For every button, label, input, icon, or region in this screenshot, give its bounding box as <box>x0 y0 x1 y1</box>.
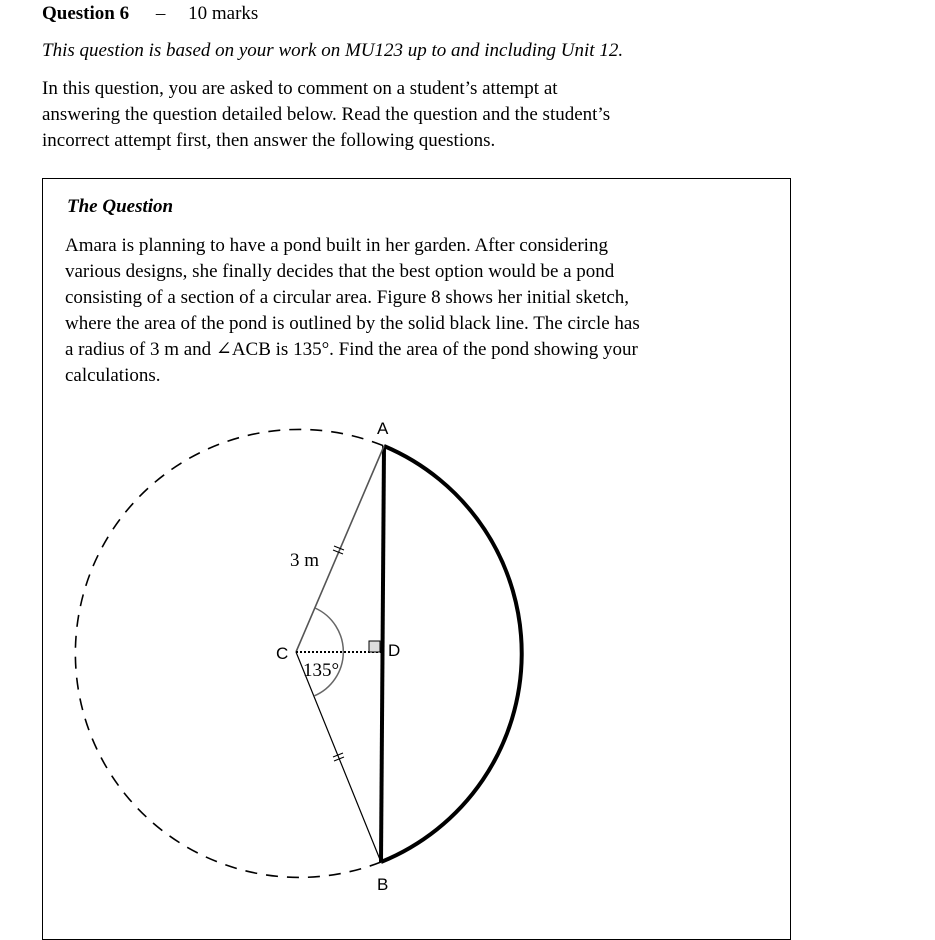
intro-line: answering the question detailed below. Read the question and the student’s <box>42 104 611 125</box>
box-line: a radius of 3 m and ∠ACB is 135°. Find the area of the pond showing your <box>65 339 638 360</box>
label-a: A <box>377 419 389 438</box>
label-d: D <box>388 641 401 660</box>
label-radius: 3 m <box>290 550 320 571</box>
pond-arc <box>381 446 522 862</box>
box-line: consisting of a section of a circular area. Figure 8 shows her initial sketch, <box>65 287 630 308</box>
box-line: where the area of the pond is outlined by the solid black line. The circle has <box>65 313 640 334</box>
box-line: Amara is planning to have a pond built in her garden. After considering <box>65 235 608 256</box>
intro-italic: This question is based on your work on MU123 up to and including Unit 12. <box>42 40 624 61</box>
radius-ca <box>296 446 384 652</box>
dashed-circle <box>75 429 384 877</box>
dash: – <box>155 3 166 24</box>
label-c: C <box>276 644 289 663</box>
box-title: The Question <box>67 196 174 217</box>
label-angle: 135° <box>303 660 340 681</box>
right-angle-marker <box>369 641 380 652</box>
marks: 10 marks <box>188 3 259 24</box>
label-b: B <box>377 875 389 894</box>
radius-cb <box>296 652 381 862</box>
intro-line: In this question, you are asked to comment on a student’s attempt at <box>42 78 558 99</box>
question-number: Question 6 <box>42 3 130 24</box>
box-line: calculations. <box>65 365 161 386</box>
chord-ab <box>381 446 384 862</box>
box-line: various designs, she finally decides that the best option would be a pond <box>65 261 615 282</box>
intro-line: incorrect attempt first, then answer the following questions. <box>42 130 496 151</box>
